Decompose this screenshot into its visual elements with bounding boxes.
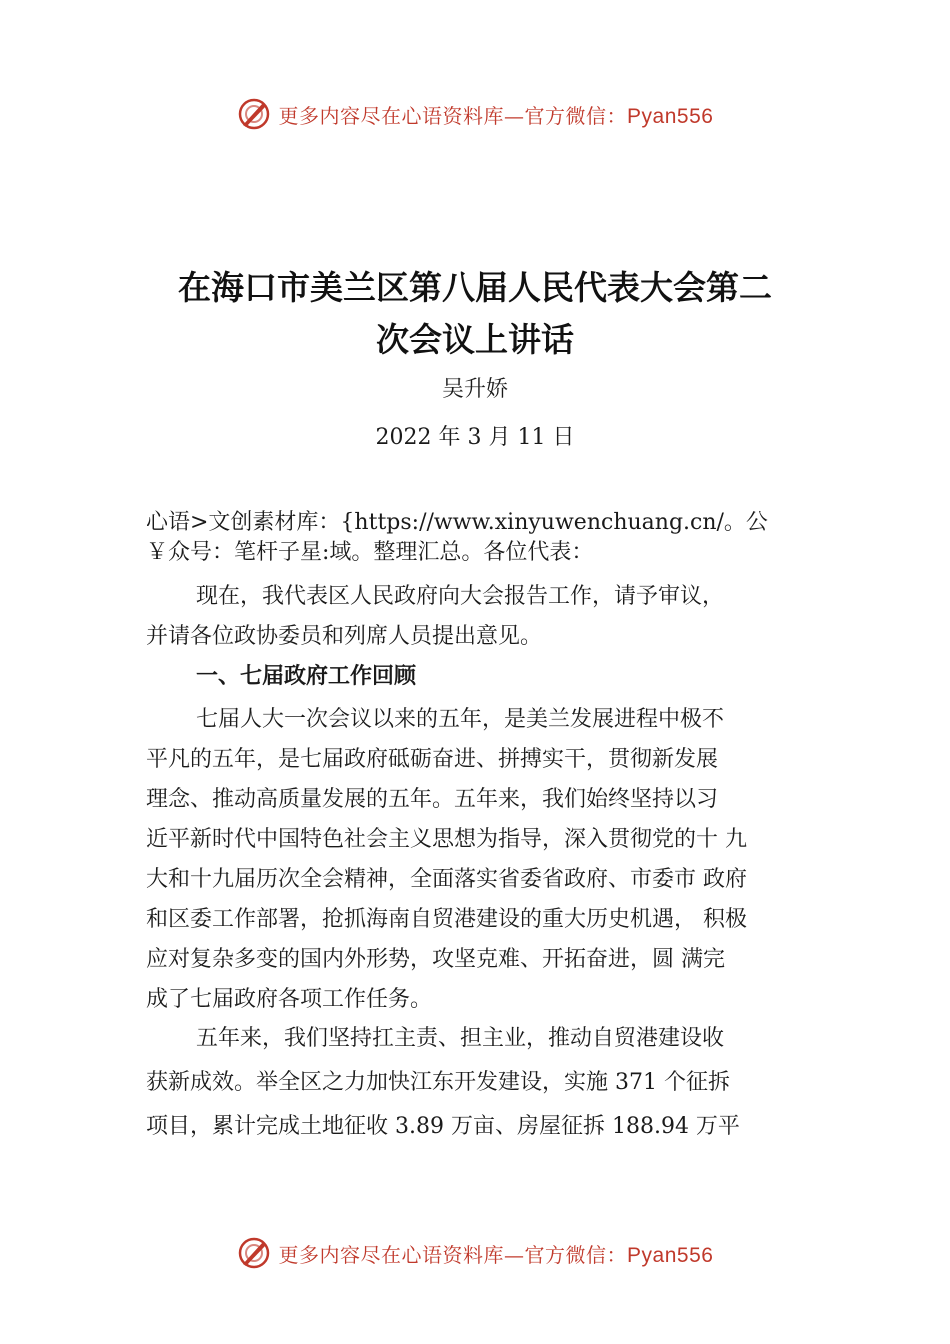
text-line: 平凡的五年，是七届政府砥砺奋进、拼搏实干，贯彻新发展 [146, 747, 719, 772]
paragraph-1 [146, 577, 836, 657]
footer-watermark [0, 1233, 950, 1273]
text-line: 和区委工作部署，抢抓海南自贸港建设的重大历史机遇， 积极 [146, 907, 747, 932]
paragraph-2 [146, 700, 836, 1020]
brush-logo-icon [237, 1236, 271, 1270]
text-line: 七届人大一次会议以来的五年，是美兰发展进程中极不 [196, 707, 725, 732]
text-line: 大和十九届历次全会精神，全面落实省委省政府、市委市 政府 [146, 867, 747, 892]
date: 2022 年 3 月 11 日 [375, 425, 575, 450]
text-line: 项目，累计完成土地征收 3.89 万亩、房屋征拆 188.94 万平 [146, 1114, 740, 1139]
title-line-2: 次会议上讲话 [376, 320, 574, 359]
section-heading: 一、七届政府工作回顾 [196, 664, 417, 689]
text-line: 应对复杂多变的国内外形势，攻坚克难、开拓奋进，圆 满完 [146, 947, 725, 972]
text-line: 成了七届政府各项工作任务。 [146, 987, 433, 1012]
watermark-text: 更多内容尽在心语资料库—官方微信：Pyan556 [278, 1242, 714, 1267]
document-title [100, 262, 850, 366]
text-line: 心语>文创素材库：{https://www.xinyuwenchuang.cn/。公 [146, 510, 768, 535]
title-line-1: 在海口市美兰区第八届人民代表大会第二 [178, 268, 772, 307]
intro-paragraph [146, 508, 836, 568]
author: 吴升娇 [441, 377, 508, 402]
text-line: 并请各位政协委员和列席人员提出意见。 [146, 624, 543, 649]
text-line: 近平新时代中国特色社会主义思想为指导，深入贯彻党的十 九 [146, 827, 747, 852]
text-line: ￥众号：笔杆子星:域。整理汇总。各位代表： [146, 540, 594, 565]
text-line: 五年来，我们坚持扛主责、担主业，推动自贸港建设收 [196, 1026, 725, 1051]
header-watermark [0, 94, 950, 134]
paragraph-3 [146, 1017, 836, 1149]
text-line: 现在，我代表区人民政府向大会报告工作，请予审议， [196, 584, 725, 609]
text-line: 理念、推动高质量发展的五年。五年来，我们始终坚持以习 [146, 787, 719, 812]
watermark-text: 更多内容尽在心语资料库—官方微信：Pyan556 [278, 103, 714, 128]
brush-logo-icon [237, 97, 271, 131]
text-line: 获新成效。举全区之力加快江东开发建设，实施 371 个征拆 [146, 1070, 730, 1095]
